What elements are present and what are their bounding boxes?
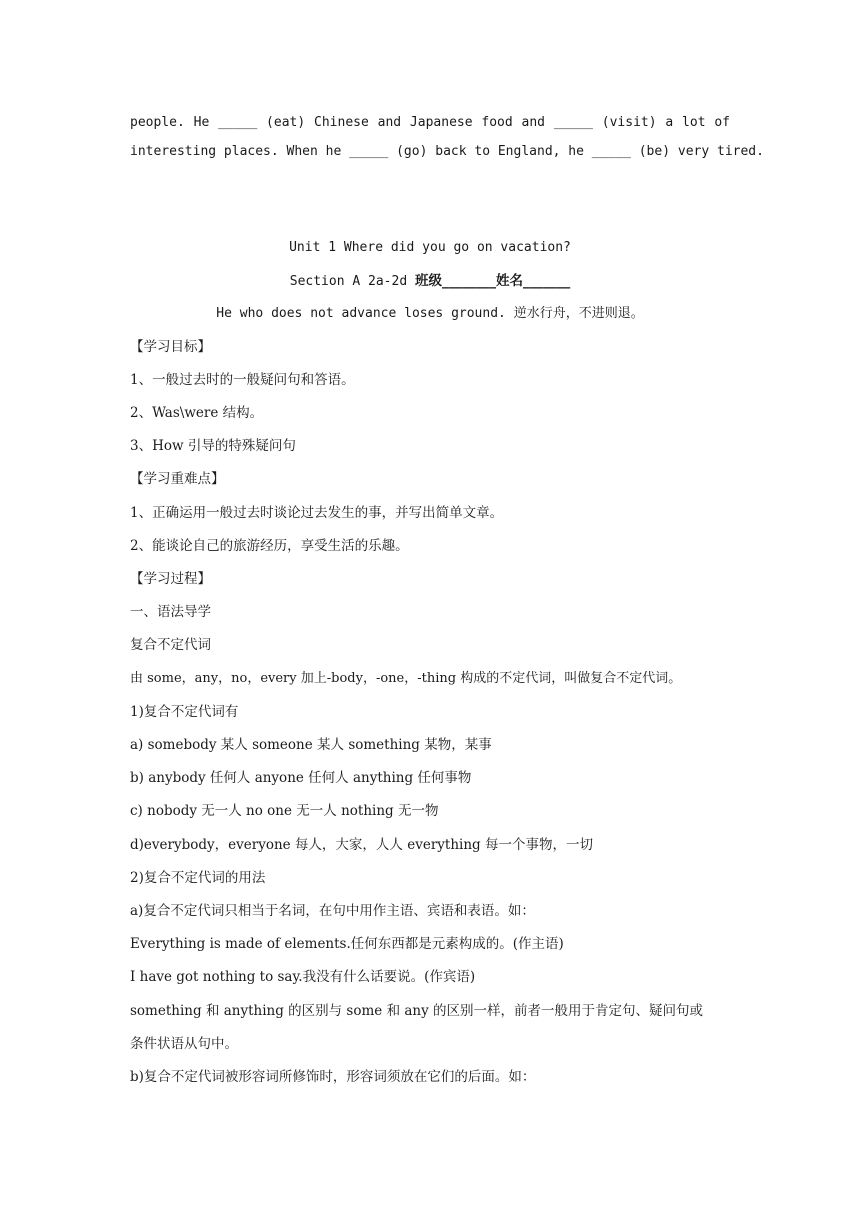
grammar-heading: 一、语法导学: [130, 604, 211, 620]
key-point-1: 1、正确运用一般过去时谈论过去发生的事，并写出简单文章。: [130, 505, 504, 521]
list-item-b: b) anybody 任何人 anyone 任何人 anything 任何事物: [130, 770, 472, 786]
list-item-c: c) nobody 无一人 no one 无一人 nothing 无一物: [130, 803, 439, 819]
goals-heading: 【学习目标】: [130, 339, 211, 355]
intro-line-1: people. He _____ (eat) Chinese and Japanese food and _____ (visit) a lot of: [130, 115, 730, 130]
process-heading: 【学习过程】: [130, 571, 211, 587]
goal-item-2: 2、Was\were 结构。: [130, 405, 264, 421]
list-item-a: a) somebody 某人 someone 某人 something 某物，某事: [130, 737, 492, 753]
intro-line-2: interesting places. When he _____ (go) back to England, he _____ (be) very tired.: [130, 144, 764, 159]
example-1: Everything is made of elements.任何东西都是元素构成的。(作主语): [130, 936, 564, 952]
unit-title: Unit 1 Where did you go on vacation?: [289, 240, 571, 255]
key-point-2: 2、能谈论自己的旅游经历，享受生活的乐趣。: [130, 538, 409, 554]
usage-heading: 2)复合不定代词的用法: [130, 870, 266, 886]
section-line: [0, 272, 860, 291]
usage-b: b)复合不定代词被形容词所修饰时，形容词须放在它们的后面。如：: [130, 1069, 536, 1085]
name-field: 姓名_______: [495, 273, 571, 289]
goal-item-3: 3、How 引导的特殊疑问句: [130, 438, 296, 454]
section-label: Section A 2a-2d: [289, 274, 415, 289]
key-points-heading: 【学习重难点】: [130, 471, 225, 487]
list-item-d: d)everybody，everyone 每人，大家，人人 everything 每一个事物，一切: [130, 837, 593, 853]
class-field: 班级________: [414, 273, 496, 289]
motto: He who does not advance loses ground. 逆水行舟，不进则退。: [216, 306, 644, 321]
topic-title: 复合不定代词: [130, 637, 211, 653]
example-2: I have got nothing to say.我没有什么话要说。(作宾语): [130, 969, 476, 985]
goal-item-1: 1、一般过去时的一般疑问句和答语。: [130, 372, 355, 388]
list-heading: 1)复合不定代词有: [130, 704, 239, 720]
usage-a: a)复合不定代词只相当于名词，在句中用作主语、宾语和表语。如：: [130, 903, 535, 919]
note-line-2: 条件状语从句中。: [130, 1036, 238, 1052]
note-line-1: something 和 anything 的区别与 some 和 any 的区别一样，前者一般用于肯定句、疑问句或: [130, 1003, 704, 1019]
definition: 由 some，any，no，every 加上-body，-one，-thing 构成的不定代词，叫做复合不定代词。: [130, 671, 682, 686]
